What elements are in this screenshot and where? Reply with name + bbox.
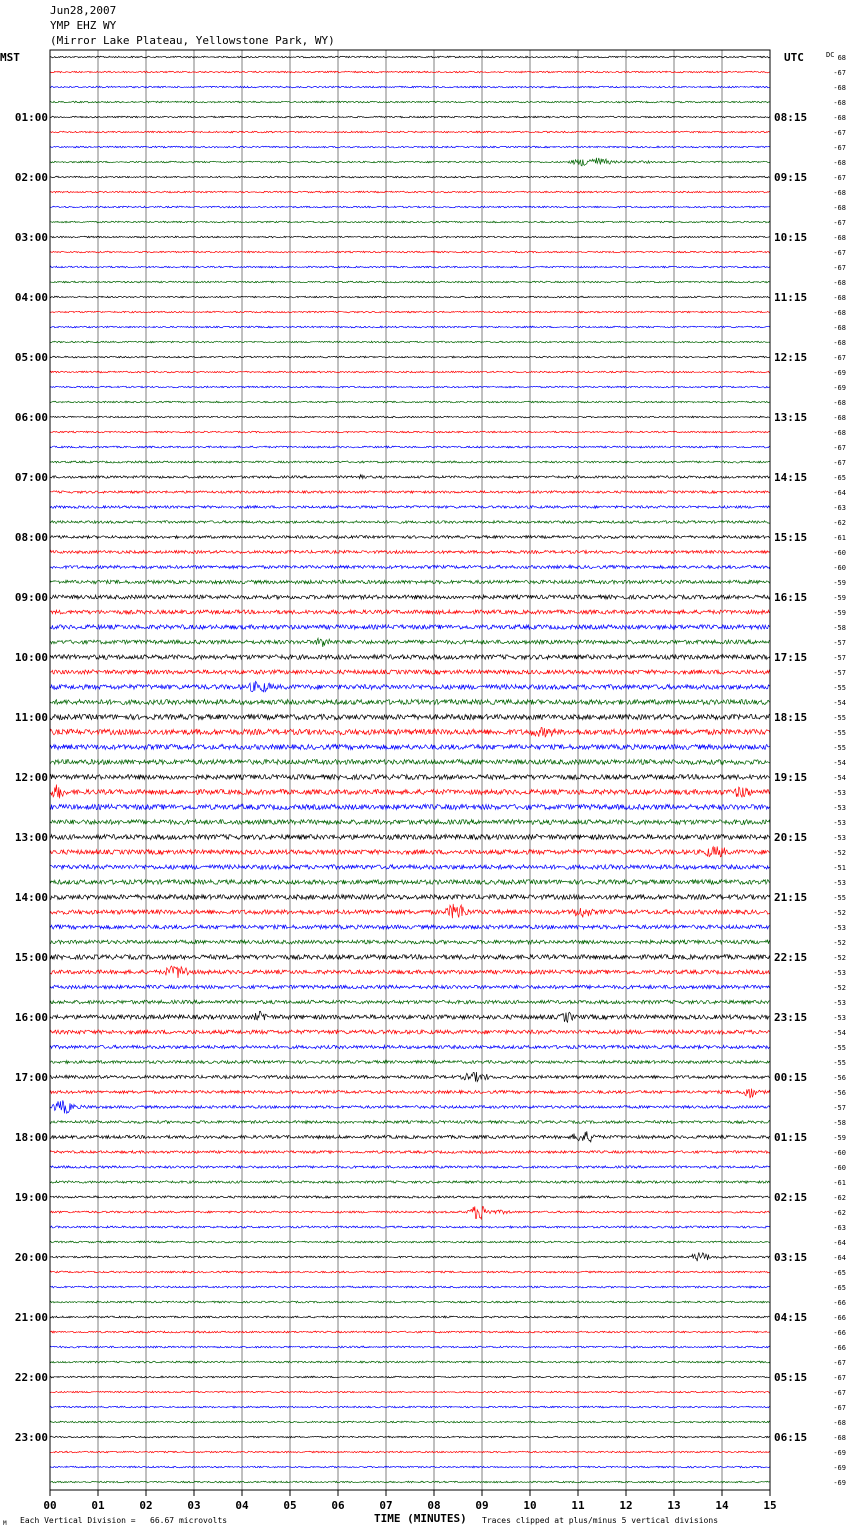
dc-offset-label: -68 — [833, 1434, 846, 1442]
dc-offset-label: -53 — [833, 999, 846, 1007]
utc-hour-label: 23:15 — [774, 1011, 808, 1024]
utc-hour-label: 08:15 — [774, 111, 808, 124]
trace-row — [50, 326, 770, 328]
dc-offset-label: -67 — [833, 1404, 846, 1412]
mst-hour-label: 14:00 — [14, 891, 48, 904]
trace-row — [50, 775, 770, 780]
trace-row — [50, 1466, 770, 1468]
mst-hour-label: 06:00 — [14, 411, 48, 424]
trace-row — [50, 521, 770, 524]
dc-offset-label: -69 — [833, 1479, 846, 1487]
trace-row — [50, 1072, 770, 1082]
dc-offset-label: -67 — [833, 144, 846, 152]
dc-offset-label: -67 — [833, 444, 846, 452]
dc-offset-label: -53 — [833, 789, 846, 797]
trace-row — [50, 1011, 770, 1022]
dc-offset-label: -57 — [833, 669, 846, 677]
dc-offset-label: -64 — [833, 489, 846, 497]
trace-row — [50, 1391, 770, 1393]
trace-row — [50, 955, 770, 960]
trace-row — [50, 804, 770, 809]
trace-row — [50, 1206, 770, 1219]
dc-offset-label: -52 — [833, 849, 846, 857]
dc-offset-label: -53 — [833, 834, 846, 842]
dc-offset-label: -60 — [833, 1149, 846, 1157]
dc-offset-label: -66 — [833, 1314, 846, 1322]
trace-row — [50, 491, 770, 493]
dc-offset-label: -68 — [833, 204, 846, 212]
x-tick-label: 10 — [523, 1499, 537, 1512]
dc-offset-label: -66 — [833, 1299, 846, 1307]
scale-note: Each Vertical Division = 66.67 microvolts — [20, 1516, 228, 1525]
dc-offset-label: -67 — [833, 174, 846, 182]
trace-row — [50, 191, 770, 193]
trace-row — [50, 461, 770, 463]
trace-row — [50, 266, 770, 268]
trace-row — [50, 71, 770, 73]
utc-hour-label: 06:15 — [774, 1431, 808, 1444]
dc-offset-label: -55 — [833, 1059, 846, 1067]
dc-offset-label: -53 — [833, 879, 846, 887]
trace-row — [50, 1346, 770, 1348]
utc-hour-label: 04:15 — [774, 1311, 808, 1324]
dc-offset-label: -51 — [833, 864, 846, 872]
dc-offset-label: -52 — [833, 984, 846, 992]
trace-row — [50, 356, 770, 358]
x-tick-label: 02 — [139, 1499, 153, 1512]
trace-row — [50, 1421, 770, 1423]
mst-hour-label: 09:00 — [14, 591, 48, 604]
trace-row — [50, 506, 770, 509]
trace-row — [50, 785, 770, 799]
x-axis-ticks — [43, 1490, 776, 1512]
dc-offset-label: -53 — [833, 924, 846, 932]
trace-row — [50, 846, 770, 856]
trace-row — [50, 251, 770, 253]
dc-offset-label: -63 — [833, 1224, 846, 1232]
trace-row — [50, 655, 770, 660]
mst-hour-labels — [15, 111, 48, 1444]
mst-hour-label: 19:00 — [14, 1191, 48, 1204]
x-tick-label: 14 — [715, 1499, 729, 1512]
dc-offset-label: -60 — [833, 549, 846, 557]
dc-offset-label: -68 — [833, 339, 846, 347]
mst-hour-label: 02:00 — [14, 171, 48, 184]
dc-offset-label: -67 — [833, 1389, 846, 1397]
trace-row — [50, 1241, 770, 1243]
trace-row — [50, 895, 770, 900]
dc-offset-label: -55 — [833, 1044, 846, 1052]
trace-row — [50, 1286, 770, 1288]
station-code: YMP EHZ WY — [50, 19, 117, 32]
trace-row — [50, 1301, 770, 1303]
trace-row — [50, 311, 770, 313]
x-tick-label: 05 — [283, 1499, 297, 1512]
dc-offset-label: -68 — [833, 309, 846, 317]
clip-note: Traces clipped at plus/minus 5 vertical divisions — [482, 1516, 719, 1525]
mst-hour-label: 08:00 — [14, 531, 48, 544]
dc-offset-label: -69 — [833, 1449, 846, 1457]
trace-row — [50, 158, 770, 166]
dc-offset-label: -54 — [833, 699, 846, 707]
dc-offset-label: -67 — [833, 129, 846, 137]
trace-row — [50, 1376, 770, 1378]
dc-offset-label: -68 — [833, 414, 846, 422]
utc-hour-label: 12:15 — [774, 351, 808, 364]
x-tick-label: 07 — [379, 1499, 393, 1512]
trace-row — [50, 610, 770, 614]
mst-hour-label: 21:00 — [14, 1311, 48, 1324]
dc-offset-label: -58 — [833, 624, 846, 632]
trace-row — [50, 728, 770, 737]
trace-row — [50, 1030, 770, 1034]
trace-row — [50, 116, 770, 118]
dc-offset-label: -67 — [833, 459, 846, 467]
dc-offset-label: -56 — [833, 1074, 846, 1082]
utc-hour-label: 00:15 — [774, 1071, 808, 1084]
trace-row — [50, 1121, 770, 1124]
dc-offset-label: -67 — [833, 219, 846, 227]
dc-offset-label: -68 — [833, 1419, 846, 1427]
trace-row — [50, 1166, 770, 1168]
dc-offset-label: -68 — [833, 399, 846, 407]
trace-row — [50, 1481, 770, 1483]
dc-offset-label: -65 — [833, 1284, 846, 1292]
trace-row — [50, 966, 770, 978]
trace-row — [50, 835, 770, 840]
trace-row — [50, 880, 770, 885]
dc-offset-label: -57 — [833, 639, 846, 647]
dc-label: DC — [826, 51, 835, 59]
utc-hour-label: 15:15 — [774, 531, 808, 544]
trace-row — [50, 446, 770, 448]
station-location: (Mirror Lake Plateau, Yellowstone Park, WY) — [50, 34, 335, 47]
dc-offset-label: -67 — [833, 1374, 846, 1382]
dc-offset-label: -69 — [833, 369, 846, 377]
mst-hour-label: 05:00 — [14, 351, 48, 364]
dc-offset-label: -67 — [833, 264, 846, 272]
trace-row — [50, 475, 770, 479]
mst-hour-label: 11:00 — [14, 711, 48, 724]
trace-row — [50, 1316, 770, 1318]
dc-offset-label: -64 — [833, 1254, 846, 1262]
plot-frame — [50, 50, 770, 1490]
trace-row — [50, 681, 770, 691]
mst-hour-label: 13:00 — [14, 831, 48, 844]
utc-hour-label: 20:15 — [774, 831, 808, 844]
mst-hour-label: 22:00 — [14, 1371, 48, 1384]
dc-offset-label: -59 — [833, 1134, 846, 1142]
trace-row — [50, 745, 770, 750]
trace-rows — [50, 56, 770, 1483]
utc-hour-label: 13:15 — [774, 411, 808, 424]
trace-row — [50, 551, 770, 554]
mst-hour-label: 18:00 — [14, 1131, 48, 1144]
scale-mark: M — [3, 1520, 7, 1527]
dc-offset-label: -53 — [833, 1014, 846, 1022]
mst-hour-label: 20:00 — [14, 1251, 48, 1264]
x-tick-label: 06 — [331, 1499, 345, 1512]
dc-offset-label: -58 — [833, 1119, 846, 1127]
trace-row — [50, 985, 770, 989]
trace-row — [50, 1196, 770, 1198]
trace-row — [50, 236, 770, 238]
trace-row — [50, 281, 770, 283]
trace-row — [50, 1436, 770, 1438]
dc-offset-label: -61 — [833, 1179, 846, 1187]
mst-hour-label: 16:00 — [14, 1011, 48, 1024]
dc-offset-label: -55 — [833, 744, 846, 752]
mst-hour-label: 10:00 — [14, 651, 48, 664]
trace-row — [50, 565, 770, 568]
trace-row — [50, 1271, 770, 1273]
minute-gridlines — [98, 50, 722, 1490]
trace-row — [50, 820, 770, 825]
dc-offset-label: -53 — [833, 804, 846, 812]
x-tick-label: 08 — [427, 1499, 441, 1512]
trace-row — [50, 86, 770, 88]
dc-offset-label: -59 — [833, 609, 846, 617]
mst-hour-label: 23:00 — [14, 1431, 48, 1444]
mst-hour-label: 03:00 — [14, 231, 48, 244]
trace-row — [50, 221, 770, 223]
mst-label: MST — [0, 51, 20, 64]
trace-row — [50, 1331, 770, 1333]
utc-hour-label: 17:15 — [774, 651, 808, 664]
dc-offset-label: -53 — [833, 819, 846, 827]
trace-row — [50, 101, 770, 103]
dc-offset-label: -56 — [833, 1089, 846, 1097]
trace-row — [50, 1131, 770, 1142]
x-tick-label: 09 — [475, 1499, 489, 1512]
trace-row — [50, 940, 770, 944]
trace-row — [50, 1451, 770, 1453]
dc-offset-label: -67 — [833, 1359, 846, 1367]
trace-row — [50, 625, 770, 629]
trace-row — [50, 904, 770, 918]
trace-row — [50, 1151, 770, 1154]
trace-row — [50, 371, 770, 373]
dc-offset-label: -63 — [833, 504, 846, 512]
dc-offset-label: -62 — [833, 1194, 846, 1202]
dc-offset-label: -66 — [833, 1344, 846, 1352]
dc-offset-label: -55 — [833, 729, 846, 737]
trace-row — [50, 670, 770, 674]
x-tick-label: 12 — [619, 1499, 633, 1512]
trace-row — [50, 700, 770, 705]
x-tick-label: 01 — [91, 1499, 105, 1512]
dc-offset-label: -54 — [833, 1029, 846, 1037]
utc-hour-label: 09:15 — [774, 171, 808, 184]
dc-offset-label: 68 — [837, 54, 846, 62]
trace-row — [50, 56, 770, 58]
utc-hour-label: 05:15 — [774, 1371, 808, 1384]
x-tick-label: 11 — [571, 1499, 585, 1512]
utc-hour-labels — [774, 111, 807, 1444]
utc-hour-label: 02:15 — [774, 1191, 808, 1204]
trace-row — [50, 401, 770, 403]
x-tick-label: 04 — [235, 1499, 249, 1512]
trace-row — [50, 206, 770, 208]
dc-offset-label: -68 — [833, 234, 846, 242]
trace-row — [50, 1361, 770, 1363]
trace-row — [50, 536, 770, 539]
utc-hour-label: 21:15 — [774, 891, 808, 904]
dc-offset-label: -68 — [833, 84, 846, 92]
mst-hour-label: 15:00 — [14, 951, 48, 964]
utc-hour-label: 18:15 — [774, 711, 808, 724]
utc-hour-label: 11:15 — [774, 291, 808, 304]
dc-offset-label: -55 — [833, 684, 846, 692]
dc-offset-label: -68 — [833, 114, 846, 122]
utc-hour-label: 19:15 — [774, 771, 808, 784]
mst-hour-label: 12:00 — [14, 771, 48, 784]
trace-row — [50, 416, 770, 418]
mst-hour-label: 04:00 — [14, 291, 48, 304]
trace-row — [50, 386, 770, 388]
trace-row — [50, 580, 770, 584]
dc-offset-label: -57 — [833, 654, 846, 662]
mst-hour-label: 01:00 — [14, 111, 48, 124]
dc-offset-label: -68 — [833, 189, 846, 197]
trace-row — [50, 1045, 770, 1048]
dc-offset-label: -68 — [833, 294, 846, 302]
trace-row — [50, 1061, 770, 1064]
dc-offset-label: -65 — [833, 1269, 846, 1277]
dc-offset-label: -64 — [833, 1239, 846, 1247]
trace-row — [50, 1253, 770, 1262]
dc-offset-label: -68 — [833, 429, 846, 437]
dc-offset-label: -59 — [833, 594, 846, 602]
utc-hour-label: 03:15 — [774, 1251, 808, 1264]
dc-offset-label: -67 — [833, 354, 846, 362]
dc-offset-label: -67 — [833, 69, 846, 77]
dc-offset-label: -55 — [833, 894, 846, 902]
utc-label: UTC — [784, 51, 804, 64]
dc-offset-label: -68 — [833, 99, 846, 107]
trace-row — [50, 431, 770, 433]
utc-hour-label: 01:15 — [774, 1131, 808, 1144]
mst-hour-label: 17:00 — [14, 1071, 48, 1084]
dc-offset-label: -60 — [833, 564, 846, 572]
dc-offset-label: -68 — [833, 324, 846, 332]
dc-offset-label: -65 — [833, 474, 846, 482]
dc-offset-label: -66 — [833, 1329, 846, 1337]
dc-offset-label: -67 — [833, 249, 846, 257]
trace-row — [50, 1226, 770, 1228]
dc-offset-label: -57 — [833, 1104, 846, 1112]
trace-row — [50, 131, 770, 133]
dc-offset-label: -62 — [833, 1209, 846, 1217]
trace-row — [50, 865, 770, 869]
trace-row — [50, 296, 770, 298]
dc-offset-label: -69 — [833, 1464, 846, 1472]
dc-offset-label: -53 — [833, 969, 846, 977]
x-tick-label: 13 — [667, 1499, 681, 1512]
dc-offset-label: -52 — [833, 909, 846, 917]
x-tick-label: 03 — [187, 1499, 201, 1512]
trace-row — [50, 146, 770, 148]
dc-offset-labels — [833, 54, 846, 1487]
dc-offset-label: -68 — [833, 159, 846, 167]
x-tick-label: 00 — [43, 1499, 57, 1512]
dc-offset-label: -54 — [833, 759, 846, 767]
trace-row — [50, 595, 770, 599]
dc-offset-label: -54 — [833, 774, 846, 782]
dc-offset-label: -55 — [833, 714, 846, 722]
trace-row — [50, 1100, 770, 1113]
dc-offset-label: -60 — [833, 1164, 846, 1172]
dc-offset-label: -59 — [833, 579, 846, 587]
dc-offset-label: -52 — [833, 954, 846, 962]
utc-hour-label: 22:15 — [774, 951, 808, 964]
trace-row — [50, 1406, 770, 1408]
trace-row — [50, 341, 770, 343]
trace-row — [50, 176, 770, 178]
trace-row — [50, 638, 770, 647]
mst-hour-label: 07:00 — [14, 471, 48, 484]
dc-offset-label: -62 — [833, 519, 846, 527]
dc-offset-label: -68 — [833, 279, 846, 287]
utc-hour-label: 14:15 — [774, 471, 808, 484]
dc-offset-label: -69 — [833, 384, 846, 392]
x-axis-label: TIME (MINUTES) — [374, 1512, 467, 1525]
plot-date: Jun28,2007 — [50, 4, 117, 17]
x-tick-label: 15 — [763, 1499, 777, 1512]
trace-row — [50, 1000, 770, 1004]
trace-row — [50, 760, 770, 765]
dc-offset-label: -61 — [833, 534, 846, 542]
utc-hour-label: 16:15 — [774, 591, 808, 604]
trace-row — [50, 1089, 770, 1099]
trace-row — [50, 925, 770, 929]
dc-offset-label: -52 — [833, 939, 846, 947]
utc-hour-label: 10:15 — [774, 231, 808, 244]
trace-row — [50, 714, 770, 719]
trace-row — [50, 1181, 770, 1183]
